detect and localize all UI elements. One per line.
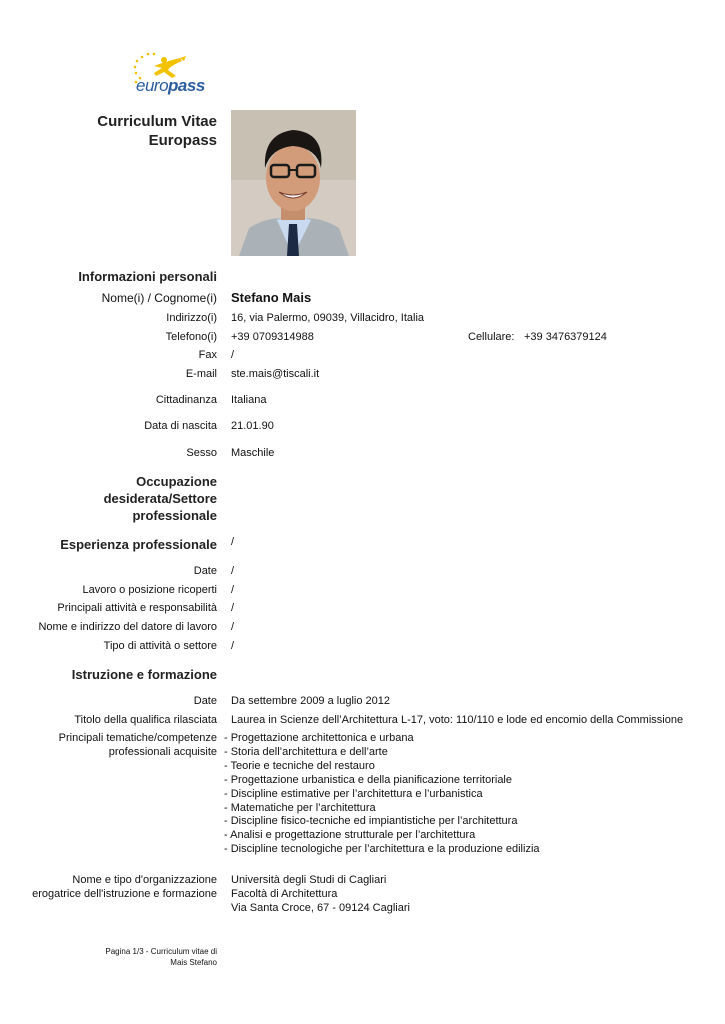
edu-org-value: Università degli Studi di Cagliari Facoltà di Architettura Via Santa Croce, 67 - 09124 Cagliari — [231, 874, 410, 914]
edu-org-label: Nome e tipo d'organizzazione erogatrice dell'istruzione e formazione — [32, 874, 217, 900]
profile-photo — [231, 110, 356, 256]
address-value: 16, via Palermo, 09039, Villacidro, Italia — [231, 312, 425, 324]
mobile-value: +39 3476379124 — [524, 331, 607, 343]
birth-label: Data di nascita — [144, 420, 217, 432]
list-item: - Discipline tecnologiche per l’architettura e la produzione edilizia — [224, 843, 540, 856]
email-value[interactable]: ste.mais@tiscali.it — [231, 368, 320, 380]
list-item: - Matematiche per l’architettura — [224, 801, 376, 814]
edu-subjects-list — [224, 732, 540, 857]
europass-wordmark: europass — [136, 76, 205, 95]
sex-value: Maschile — [231, 447, 275, 459]
cv-title: Curriculum Vitae Europass — [97, 113, 217, 149]
exp-activities-label: Principali attività e responsabilità — [57, 602, 217, 614]
exp-sector-value: / — [231, 640, 235, 652]
exp-date-value: / — [231, 565, 235, 577]
list-item: - Storia dell’architettura e dell’arte — [224, 745, 388, 758]
fax-label: Fax — [198, 349, 217, 361]
list-item: - Progettazione urbanistica e della pianificazione territoriale — [224, 773, 512, 786]
address-label: Indirizzo(i) — [166, 312, 217, 324]
birth-value: 21.01.90 — [231, 420, 274, 432]
phone-label: Telefono(i) — [165, 331, 217, 343]
fax-value: / — [231, 349, 235, 361]
mobile-label: Cellulare: — [468, 331, 515, 343]
personal-info-heading: Informazioni personali — [78, 269, 217, 284]
experience-heading: Esperienza professionale — [60, 537, 217, 552]
edu-title-label: Titolo della qualifica rilasciata — [74, 714, 217, 726]
email-label: E-mail — [185, 368, 217, 380]
citizenship-label: Cittadinanza — [155, 394, 217, 406]
experience-heading-value: / — [231, 536, 235, 548]
page-footer: Pagina 1/3 - Curriculum vitae di Mais Stefano — [105, 947, 217, 967]
exp-sector-label: Tipo di attività o settore — [103, 640, 217, 652]
list-item: - Progettazione architettonica e urbana — [224, 732, 414, 744]
sex-label: Sesso — [186, 447, 217, 459]
name-value: Stefano Mais — [231, 290, 312, 305]
exp-employer-label: Nome e indirizzo del datore di lavoro — [38, 621, 217, 633]
occupation-heading: Occupazione desiderata/Settore professionale — [103, 474, 217, 523]
name-label: Nome(i) / Cognome(i) — [101, 291, 217, 305]
education-heading: Istruzione e formazione — [71, 667, 217, 682]
edu-title-value: Laurea in Scienze dell’Architettura L-17, voto: 110/110 e lode ed encomio della Commissione — [231, 714, 684, 726]
list-item: - Discipline fisico-tecniche ed impiantistiche per l’architettura — [224, 815, 518, 828]
exp-date-label: Date — [193, 565, 217, 577]
list-item: - Analisi e progettazione strutturale per l’architettura — [224, 829, 476, 842]
list-item: - Teorie e tecniche del restauro — [224, 759, 375, 772]
citizenship-value: Italiana — [231, 394, 267, 406]
edu-date-value: Da settembre 2009 a luglio 2012 — [231, 695, 390, 707]
edu-date-label: Date — [193, 695, 217, 707]
europass-logo — [124, 50, 214, 98]
exp-role-value: / — [231, 584, 235, 596]
exp-employer-value: / — [231, 621, 235, 633]
list-item: - Discipline estimative per l’architettura e l’urbanistica — [224, 787, 483, 800]
exp-role-label: Lavoro o posizione ricoperti — [82, 584, 217, 596]
phone-value: +39 0709314988 — [231, 331, 314, 343]
exp-activities-value: / — [231, 602, 235, 614]
edu-subjects-label: Principali tematiche/competenze professionali acquisite — [58, 732, 217, 758]
